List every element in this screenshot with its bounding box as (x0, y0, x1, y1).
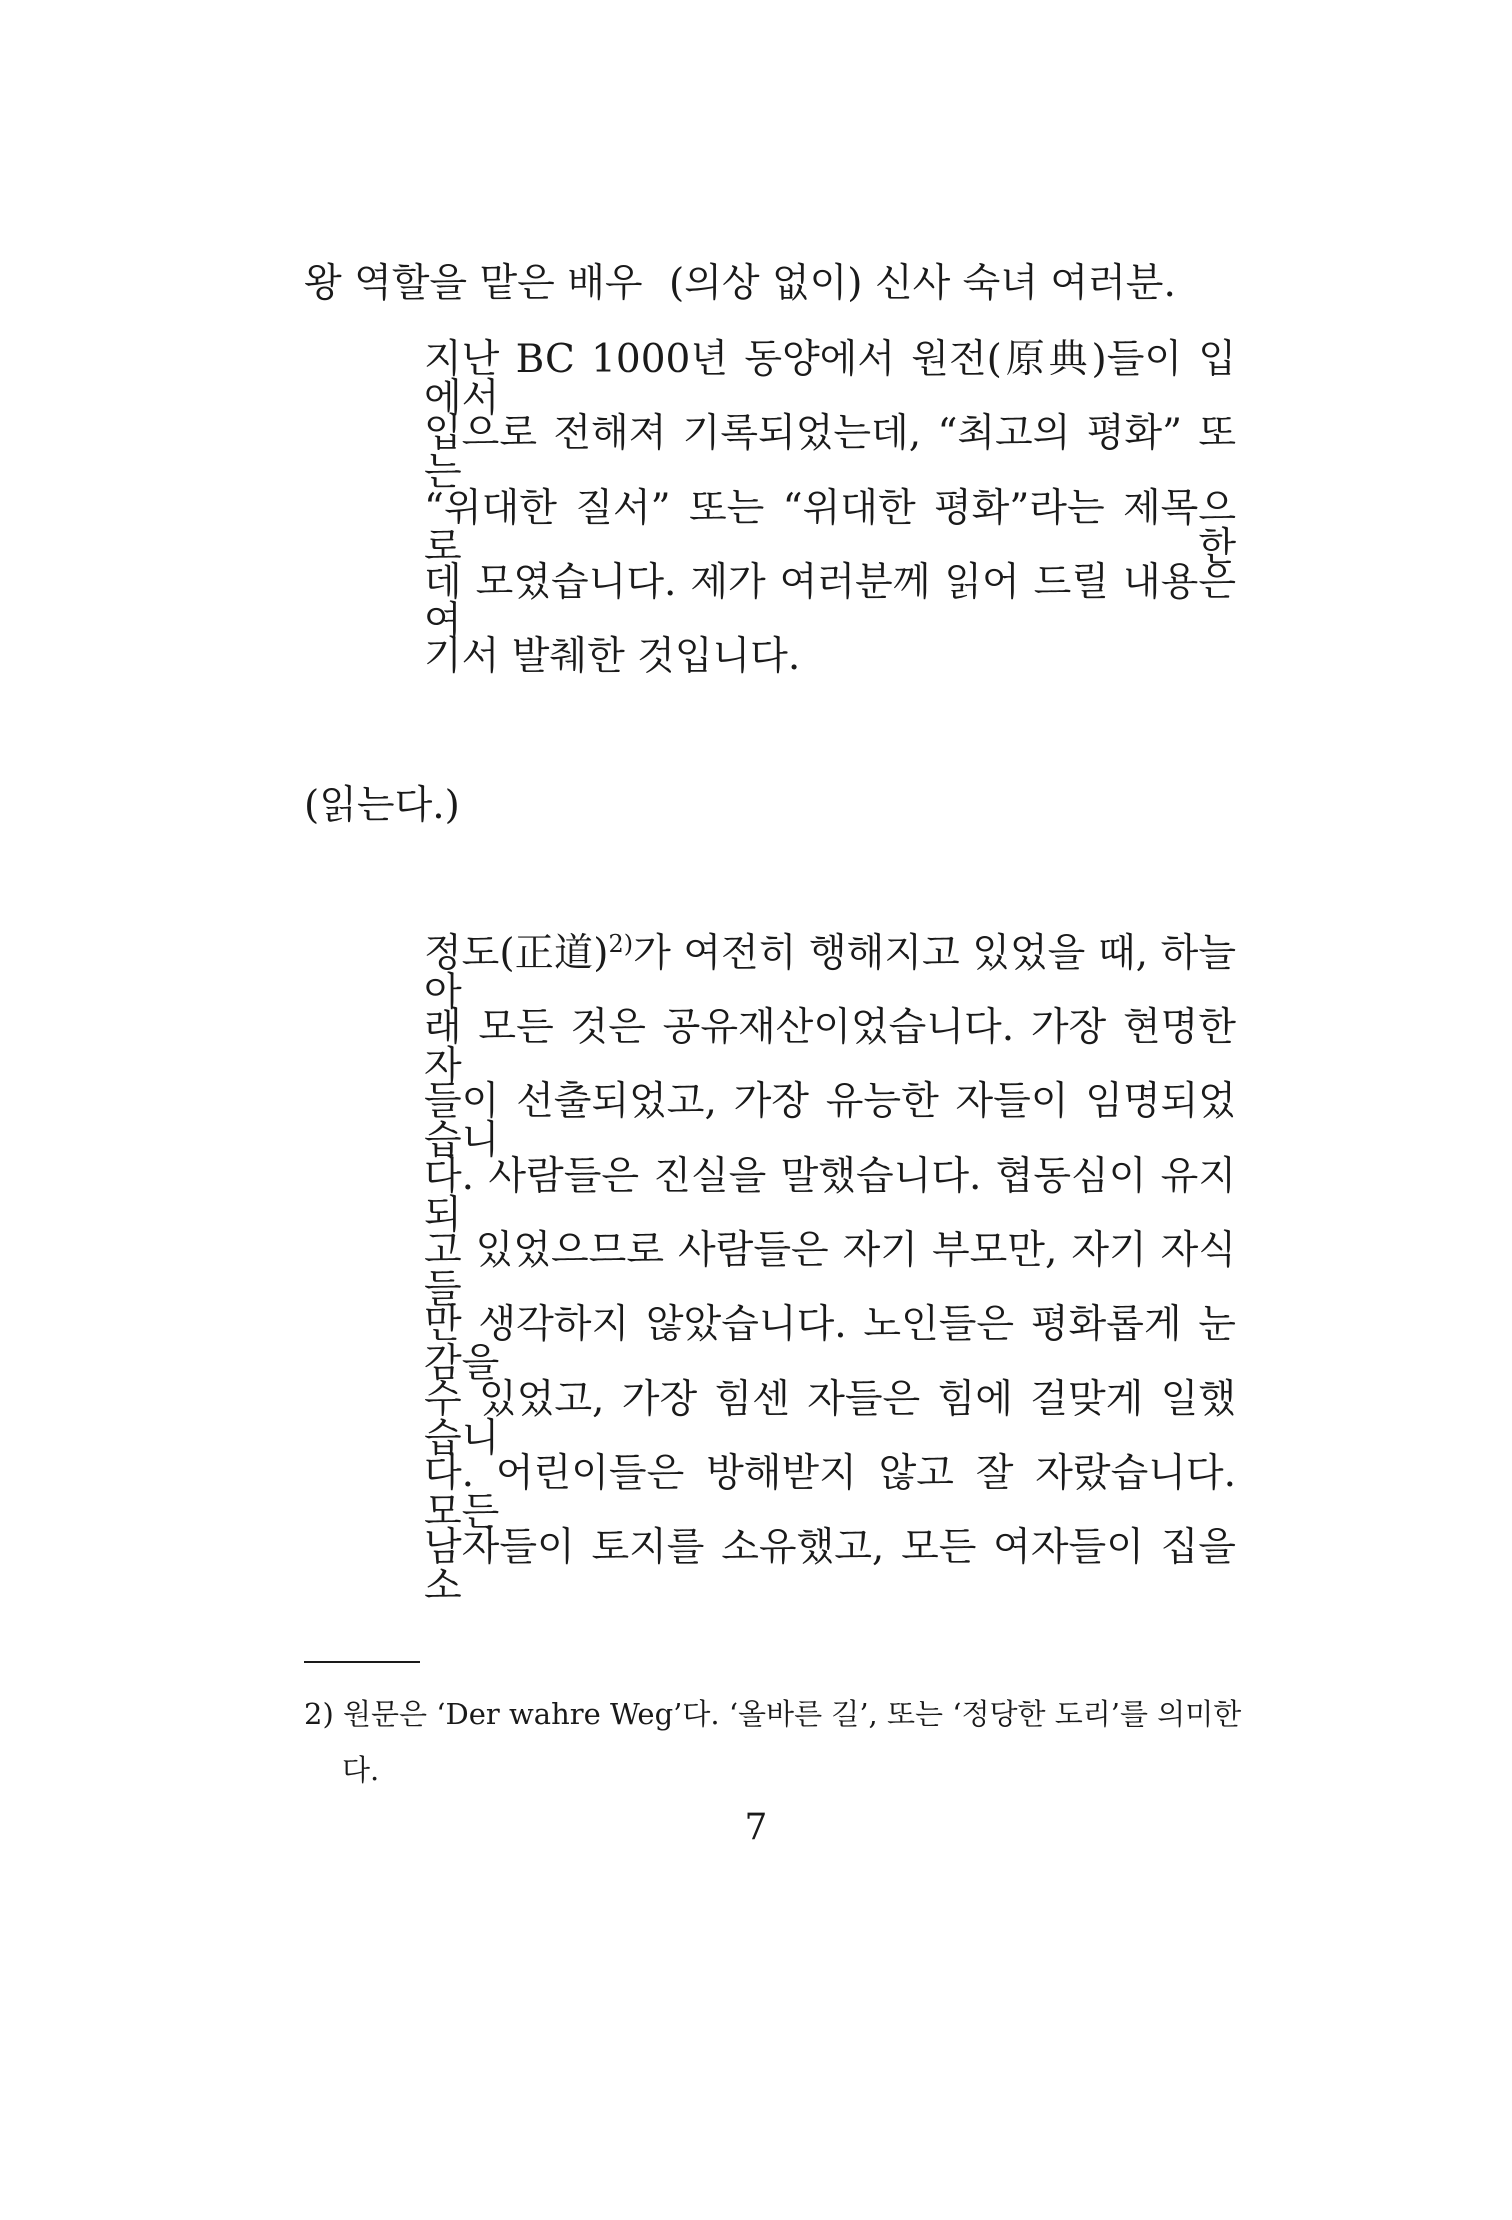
passage-first-line (424, 930, 1236, 1015)
passage-line-start: 정도(正道) (424, 931, 609, 976)
passage-line: 수 있었고, 가장 힘센 자들은 힘에 걸맞게 일했습니 (424, 1377, 1236, 1461)
speech-heading (304, 261, 1176, 306)
passage-line: 남자들이 토지를 소유했고, 모든 여자들이 집을 소 (424, 1525, 1236, 1609)
speech-line: 데 모였습니다. 제가 여러분께 읽어 드릴 내용은 여 (424, 560, 1236, 644)
speech-line: 입으로 전해져 기록되었는데, “최고의 평화” 또는 (424, 411, 1236, 495)
passage-line: 래 모든 것은 공유재산이었습니다. 가장 현명한 자 (424, 1005, 1236, 1089)
speaker-name: 왕 역할을 맡은 배우 (304, 261, 643, 306)
stage-note: (의상 없이) (669, 261, 863, 306)
passage-line: 고 있었으므로 사람들은 자기 부모만, 자기 자식들 (424, 1228, 1236, 1312)
speech-line: 지난 BC 1000년 동양에서 원전(原典)들이 입에서 (424, 337, 1236, 421)
footnote-divider (304, 1661, 420, 1663)
page-number: 7 (744, 1807, 768, 1848)
footnote-line: 다. (342, 1753, 380, 1787)
footnote-reference: 2) (608, 930, 634, 958)
stage-direction: (읽는다.) (304, 783, 460, 828)
passage-line: 다. 사람들은 진실을 말했습니다. 협동심이 유지되 (424, 1154, 1236, 1238)
passage-line: 들이 선출되었고, 가장 유능한 자들이 임명되었습니 (424, 1079, 1236, 1163)
passage-line: 다. 어린이들은 방해받지 않고 잘 자랐습니다. 모든 (424, 1451, 1236, 1535)
speech-first-line: 신사 숙녀 여러분. (874, 261, 1176, 306)
speech-line: 기서 발췌한 것입니다. (424, 634, 801, 679)
passage-line: 만 생각하지 않았습니다. 노인들은 평화롭게 눈감을 (424, 1302, 1236, 1386)
footnote-line: 2) 원문은 ‘Der wahre Weg’다. ‘올바른 길’, 또는 ‘정당한 도리’를 의미한 (304, 1697, 1242, 1731)
speech-line: “위대한 질서” 또는 “위대한 평화”라는 제목으로 한 (424, 486, 1236, 570)
passage-line-end: 가 여전히 행해지고 있었을 때, 하늘 아 (424, 931, 1236, 1015)
